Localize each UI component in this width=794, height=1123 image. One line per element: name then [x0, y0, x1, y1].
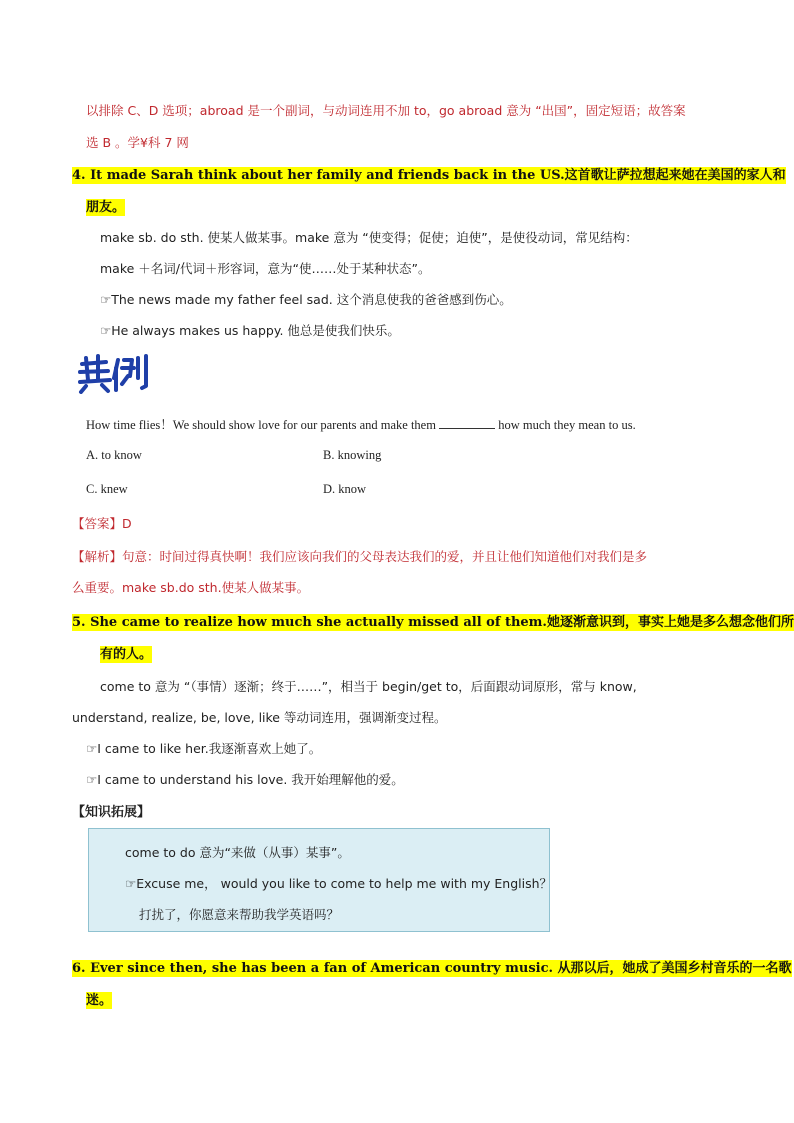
item4-example-1: ☞The news made my father feel sad. 这个消息使我的爸爸感到伤心。	[100, 292, 512, 307]
answer-line: 【答案】D	[72, 516, 132, 531]
question-stem-after: how much they mean to us.	[498, 418, 636, 432]
item5-example-1: ☞I came to like her.我逐渐喜欢上她了。	[86, 741, 322, 756]
item4-heading	[72, 164, 786, 183]
item4-heading-cont	[86, 196, 125, 215]
analysis-line2: 么重要。make sb.do sth.使某人做某事。	[72, 580, 310, 595]
item5-explanation-1: come to 意为 “（事情）逐渐；终于……”，相当于 begin/get to，后面跟动词原形，常与 know,	[100, 679, 637, 694]
item5-explanation-2: understand, realize, be, love, like 等动词连用，强调渐变过程。	[72, 710, 447, 725]
item4-heading-line1: 4. It made Sarah think about her family and friends back in the US.这首歌让萨拉想起来她在美国的家人和	[72, 168, 786, 183]
example-logo-icon	[76, 350, 152, 394]
knowledge-box	[88, 828, 553, 932]
item5-heading-line2: 有的人。	[100, 647, 153, 662]
item6-heading-cont	[86, 989, 112, 1008]
item5-example-2: ☞I came to understand his love. 我开始理解他的爱。	[86, 772, 404, 787]
knowledge-title: 【知识拓展】	[72, 805, 151, 820]
analysis-line1: 【解析】句意：时间过得真快啊！我们应该向我们的父母表达我们的爱，并且让他们知道他们对我们是多	[72, 549, 648, 564]
item6-heading-line1: 6. Ever since then, she has been a fan of American country music. 从那以后，她成了美国乡村音乐的一名歌	[72, 961, 792, 976]
top-paragraph-line2: 选 B 。学¥科 7 网	[86, 135, 189, 150]
item5-heading	[72, 611, 794, 630]
option-a: A. to know	[86, 448, 142, 462]
item4-explanation-2: make ＋名词/代词＋形容词，意为“使……处于某种状态”。	[100, 261, 431, 276]
item6-heading	[72, 957, 792, 976]
question-stem-before: How time flies！We should show love for our parents and make them	[86, 418, 436, 432]
item5-heading-line1: 5. She came to realize how much she actually missed all of them.她逐渐意识到，事实上她是多么想念他们所	[72, 615, 794, 630]
question-stem	[86, 415, 636, 433]
top-paragraph-line1: 以排除 C、D 选项；abroad 是一个副词，与动词连用不加 to，go abroad 意为 “出国”，固定短语；故答案	[86, 103, 686, 118]
item6-heading-line2: 迷。	[86, 993, 113, 1008]
option-c: C. knew	[86, 482, 128, 496]
knowledge-line2: ☞Excuse me， would you like to come to help me with my English？	[125, 876, 553, 891]
knowledge-line1: come to do 意为“来做（从事）某事”。	[125, 845, 350, 860]
item4-example-2: ☞He always makes us happy. 他总是使我们快乐。	[100, 323, 400, 338]
item4-explanation-1: make sb. do sth. 使某人做某事。make 意为 “使变得；促使；迫使”，是使役动词，常见结构：	[100, 230, 638, 245]
item5-heading-cont	[100, 643, 152, 662]
option-b: B. knowing	[323, 448, 382, 462]
option-d: D. know	[323, 482, 367, 496]
item4-heading-line2: 朋友。	[86, 200, 126, 215]
answer-blank	[439, 416, 495, 429]
knowledge-line3: 打扰了，你愿意来帮助我学英语吗？	[139, 907, 340, 922]
